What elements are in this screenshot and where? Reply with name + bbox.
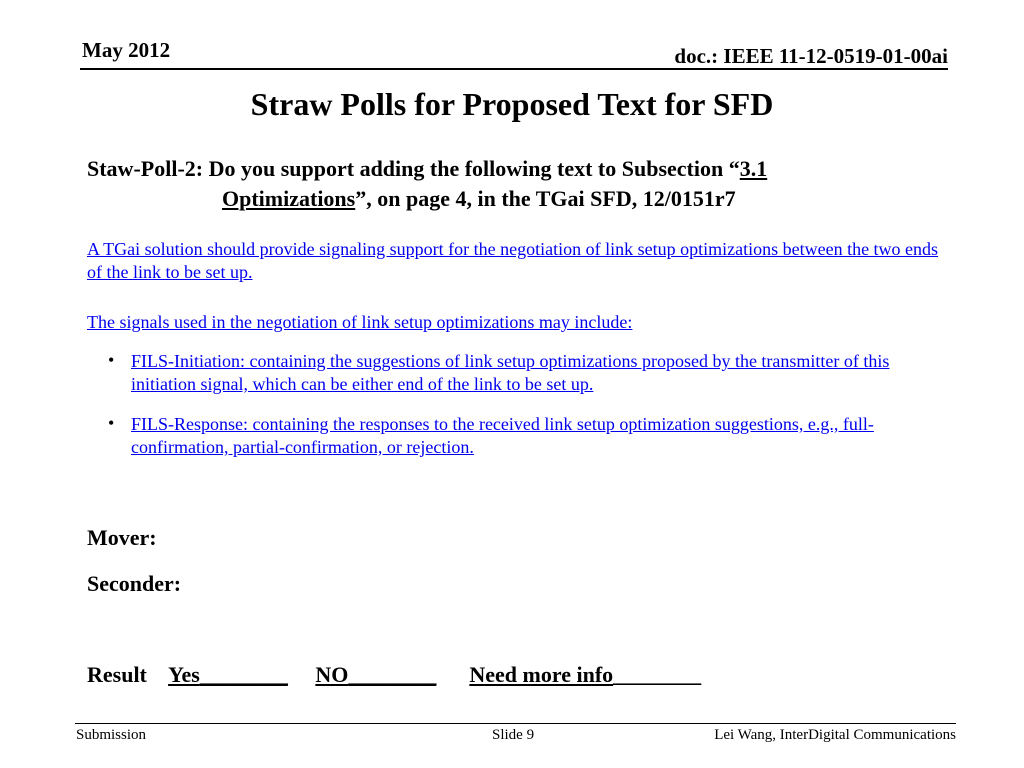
bullet-dot-icon: • <box>108 413 115 433</box>
result-no-blank: ________ <box>348 662 437 687</box>
bullet-text: FILS-Response: containing the responses to the received link setup optimization suggestions, e.g., full-confirmation, partial-confirmation, or rejection. <box>131 414 874 457</box>
straw-poll-question <box>87 154 947 214</box>
seconder-label: Seconder: <box>87 571 182 596</box>
result-more-info-blank: ________ <box>613 662 702 687</box>
bullet-dot-icon: • <box>108 350 115 370</box>
result-yes <box>168 662 288 687</box>
result-label: Result <box>87 662 147 687</box>
poll-subsection-number: 3.1 <box>739 156 768 181</box>
header-date: May 2012 <box>82 38 171 62</box>
footer-author: Lei Wang, InterDigital Communications <box>714 727 956 743</box>
proposed-text-paragraph-1: A TGai solution should provide signaling support for the negotiation of link setup optimizations between the two ends of the link to be set up. <box>87 239 939 282</box>
header-divider <box>80 68 948 70</box>
proposed-text-paragraph-2: The signals used in the negotiation of link setup optimizations may include: <box>87 312 633 332</box>
poll-question-suffix: ”, on page 4, in the TGai SFD, 12/0151r7 <box>355 186 736 211</box>
result-yes-blank: ________ <box>199 662 288 687</box>
footer-submission: Submission <box>76 727 147 743</box>
result-no <box>315 662 436 687</box>
footer-slide-number: Slide 9 <box>492 727 535 743</box>
header-doc-id: doc.: IEEE 11-12-0519-01-00ai <box>674 44 948 68</box>
bullet-text: FILS-Initiation: containing the suggestions of link setup optimizations proposed by the transmitter of this initiation signal, which can be either end of the link to be set up. <box>131 351 890 394</box>
poll-question-prefix: Staw-Poll-2: Do you support adding the following text to Subsection “ <box>87 156 740 181</box>
result-more-info-label: Need more info <box>469 662 614 687</box>
poll-question-line1 <box>87 154 947 184</box>
result-no-label: NO <box>315 662 349 687</box>
slide-title: Straw Polls for Proposed Text for SFD <box>250 86 774 122</box>
result-line <box>87 662 701 688</box>
mover-label: Mover: <box>87 525 157 550</box>
result-yes-label: Yes <box>168 662 200 687</box>
poll-subsection-name: Optimizations <box>222 186 356 211</box>
poll-question-line2 <box>87 184 947 214</box>
result-more-info <box>469 662 701 687</box>
footer-divider <box>75 723 956 724</box>
